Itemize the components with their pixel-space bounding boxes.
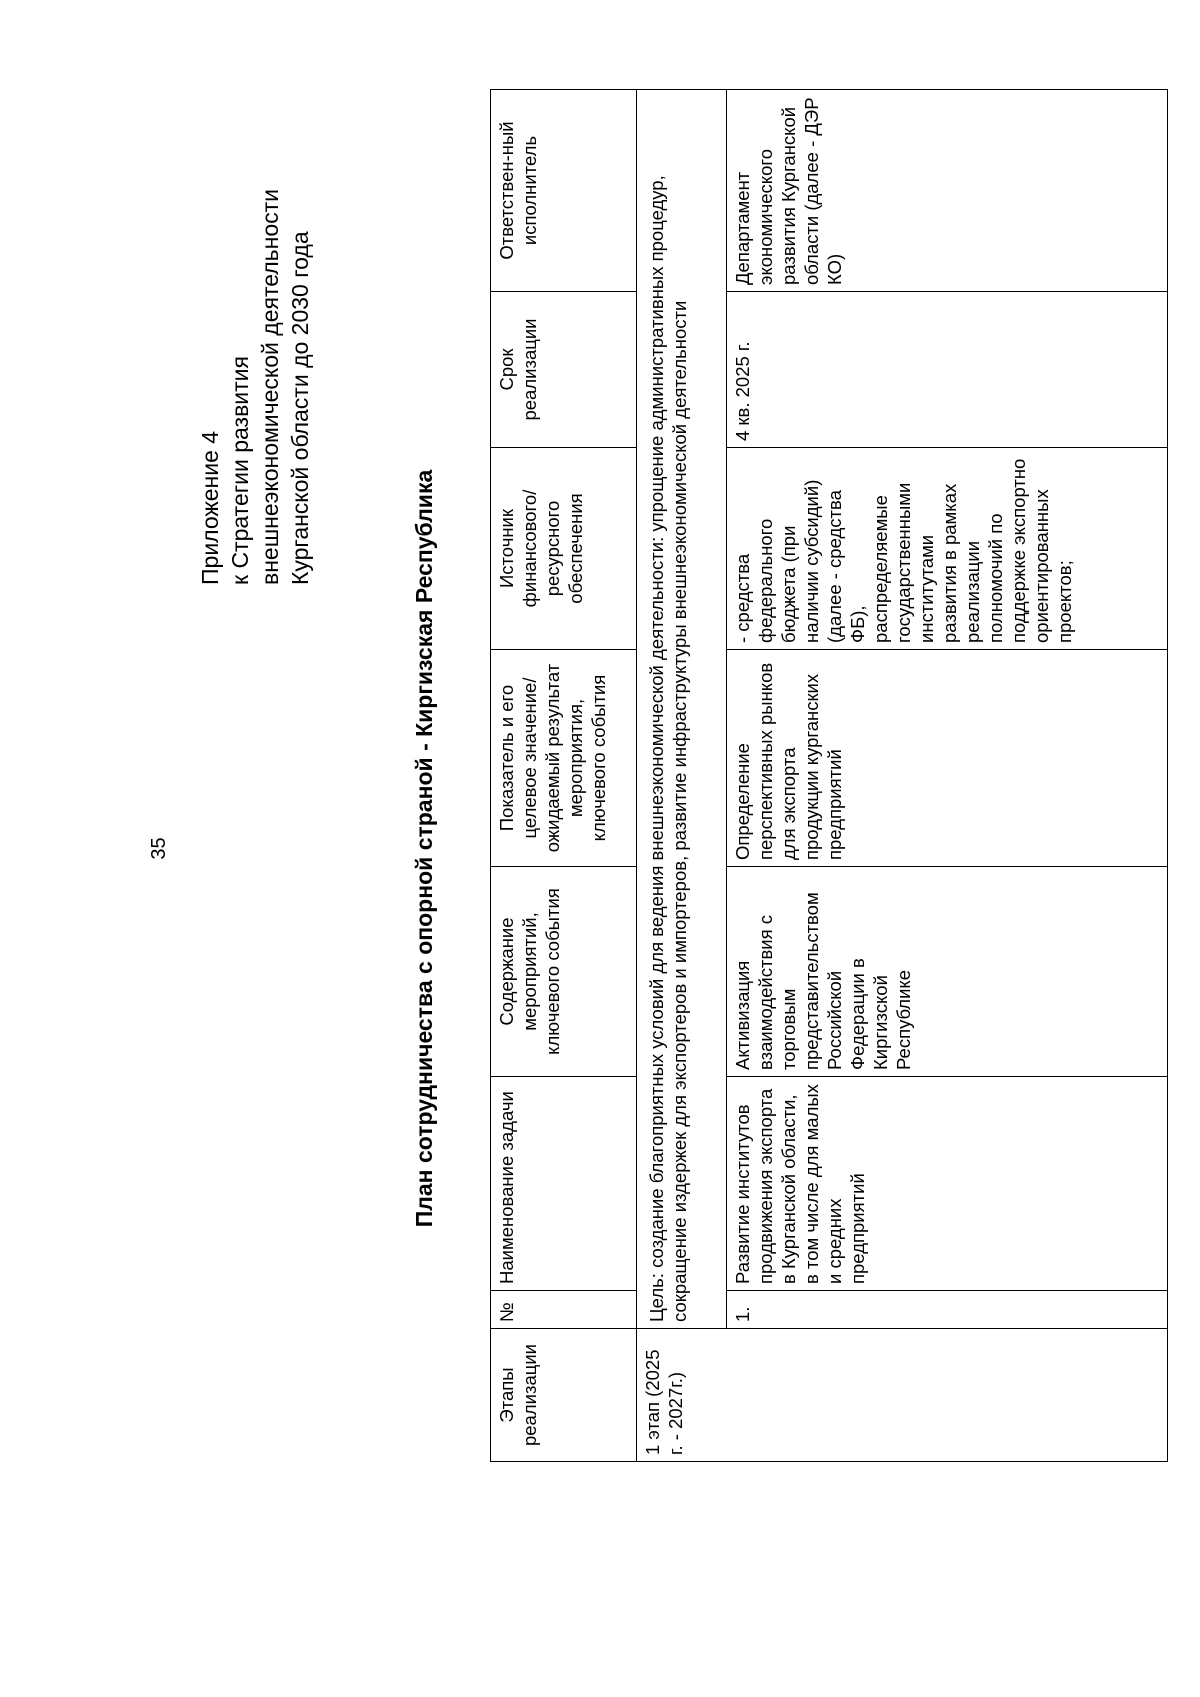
stage-cell: 1 этап (2025 г. - 2027г.) [637, 1329, 1168, 1462]
row-content: Активизация взаимодействия с торговым представительством Российской Федерации в Киргизской Республике [727, 867, 1168, 1077]
plan-title: План сотрудничества с опорной страной - Киргизская Республика [411, 469, 437, 1228]
appendix-line: Приложение 4 [197, 430, 223, 585]
plan-table [490, 89, 1168, 1462]
goal-cell: Цель: создание благоприятных условий для ведения внешнеэкономической деятельности: упрощение административных процедур, сокращение издержек для экспортеров и импортеров, развитие инфраструктуры внешнеэкономической деятельности [637, 90, 727, 1329]
row-indicator: Определение перспективных рынков для экспорта продукции курганских предприятий [727, 650, 1168, 867]
appendix-line: внешнеэкономической деятельности [257, 188, 283, 585]
header-responsible: Ответствен-ный исполнитель [491, 90, 637, 292]
header-source: Источник финансового/ ресурсного обеспечения [491, 448, 637, 650]
row-task: Развитие институтов продвижения экспорта в Курганской области, в том числе для малых и средних предприятий [727, 1077, 1168, 1291]
appendix-block [195, 25, 315, 585]
header-content: Содержание мероприятий, ключевого события [491, 867, 637, 1077]
header-stages: Этапы реализации [491, 1329, 637, 1462]
row-responsible: Департамент экономического развития Курганской области (далее - ДЭР КО) [727, 90, 1168, 292]
table-header-row [491, 90, 637, 1462]
header-num: № [491, 1291, 637, 1329]
header-indicator: Показатель и его целевое значение/ ожидаемый результат мероприятия, ключевого события [491, 650, 637, 867]
appendix-line: к Стратегии развития [227, 356, 253, 585]
header-task: Наименование задачи [491, 1077, 637, 1291]
row-deadline: 4 кв. 2025 г. [727, 292, 1168, 448]
header-deadline: Срок реализации [491, 292, 637, 448]
page-number: 35 [148, 837, 170, 860]
row-num: 1. [727, 1291, 1168, 1329]
row-source: - средства федерального бюджета (при наличии субсидий) (далее - средства ФБ), распределяемые государственными институтами развития в рамках реализации полномочий по поддержке экспортно ориентированных проектов; [727, 448, 1168, 650]
table-row [727, 90, 1168, 1462]
appendix-line: Курганской области до 2030 года [287, 231, 313, 585]
goal-row [637, 90, 727, 1462]
